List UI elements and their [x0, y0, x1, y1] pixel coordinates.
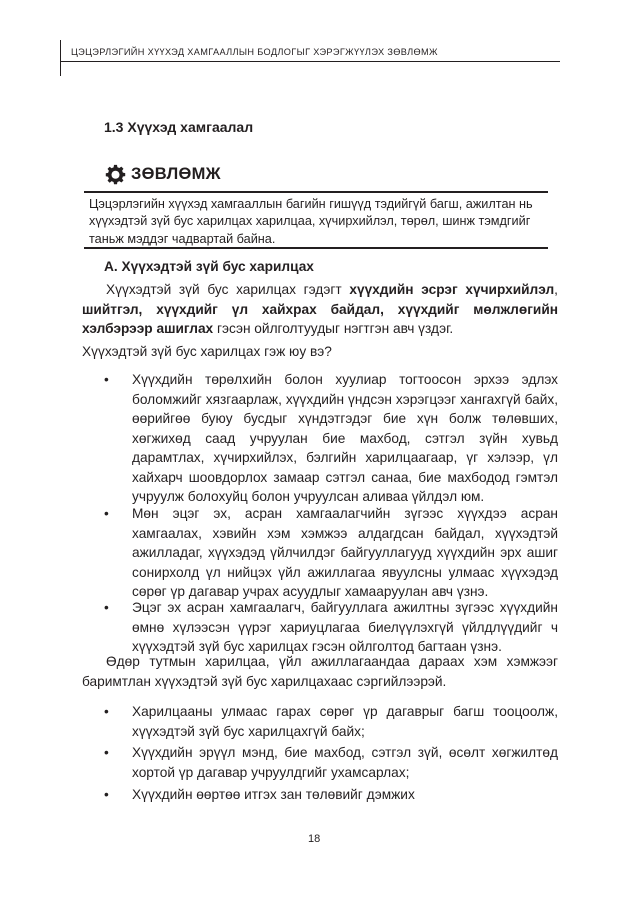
- question-line: Хүүхэдтэй зүй бус харилцах гэж юу вэ?: [82, 344, 332, 359]
- bullet-dot: •: [104, 600, 109, 615]
- norm-bullet: [104, 785, 558, 805]
- definition-text: Эцэг эх асран хамгаалагч, байгууллага ажилтны зүгээс хүүхдийн өмнө хүлээсэн үүрэг хариуцлагаа биелүүлэхгүй үйлдлүүдийг ч хүүхэдтэй зүй бус харилцах гэсэн ойлголтод багтаан үзнэ.: [132, 600, 558, 654]
- section-title: 1.3 Хүүхэд хамгаалал: [104, 119, 254, 135]
- bullet-dot: •: [104, 506, 109, 521]
- page-number: 18: [308, 833, 321, 845]
- definition-bullet: [104, 598, 558, 657]
- norm-bullet: [104, 702, 558, 741]
- header-rule: [61, 61, 560, 62]
- gear-icon: [105, 164, 126, 185]
- bullet-dot: •: [104, 372, 109, 387]
- running-header: ЦЭЦЭРЛЭГИЙН ХҮҮХЭД ХАМГААЛЛЫН БОДЛОГЫГ ХЭРЭГЖҮҮЛЭХ ЗӨВЛӨМЖ: [71, 47, 438, 57]
- header-tick-mark: [60, 40, 61, 76]
- definition-bullet: [104, 370, 558, 507]
- bullet-dot: •: [104, 745, 109, 760]
- intro-paragraph: [82, 280, 558, 339]
- intro-separator: ,: [554, 282, 558, 297]
- subsection-a-title: А. Хүүхэдтэй зүй бус харилцах: [104, 259, 314, 274]
- norm-text: Харилцааны улмаас гарах сөрөг үр дагаврыг багш тооцоолж, хүүхэдтэй зүй бус харилцахгүй байх;: [132, 704, 558, 739]
- advice-text: Цэцэрлэгийн хүүхэд хамгааллын багийн гишүүд тэдийгүй багш, ажилтан нь хүүхэдтэй зүй бус харилцах харилцаа, хүчирхийлэл, төрөл, шинж тэмдгийг таньж мэддэг чадвартай байна.: [89, 197, 533, 246]
- intro-text-end: гэсэн ойлголтуудыг нэгтгэн авч үздэг.: [213, 321, 454, 336]
- advice-box-bottom-rule: [84, 247, 548, 249]
- intro-bold-term-1: хүүхдийн эсрэг хүчирхийлэл: [349, 282, 555, 297]
- advice-title: ЗӨВЛӨМЖ: [131, 165, 221, 183]
- definition-text: Мөн эцэг эх, асран хамгаалагчийн зүгээс хүүхдээ асран хамгаалах, хэвийн хэм хэмжээ алдагдсан байдал, хүүхэдтэй ажилладаг, хүүхэдэд үйлчилдэг байгууллагууд хүүхдийн эрх ашиг сонирхолд үл нийцэх үйл ажиллагаа явуулсны улмаас хүүхэдэд сөрөг үр дагавар учрах асуудлыг хамааруулан авч үзнэ.: [132, 506, 558, 599]
- norm-text: Хүүхдийн өөртөө итгэх зан төлөвийг дэмжих: [132, 787, 415, 802]
- definition-text: Хүүхдийн төрөлхийн болон хуулиар тогтоосон эрхээ эдлэх боломжийг хязгаарлаж, хүүхдийн үндсэн хэрэгцээг хангахгүй байх, өөрийгөө буюу бусдыг хүндэтгэдэг бие хүн болж төлөвших, хөгжихөд саад учруулан бие махбод, сэтгэл зүйн хувьд дарамтлах, хүчирхийлэх, бэлгийн харилцаагаар, үг хэлээр, үл хайхарч шоовдорлох замаар сэтгэл санаа, бие махбодод гэмтэл учруулж болохуйц болон учруулсан аливаа үйлдэл юм.: [132, 372, 558, 504]
- bullet-dot: •: [104, 787, 109, 802]
- intro-text-start: Хүүхэдтэй зүй бус харилцах гэдэгт: [106, 282, 350, 297]
- norm-bullet: [104, 743, 558, 782]
- daily-practice-paragraph: Өдөр тутмын харилцаа, үйл ажиллагаандаа дараах хэм хэмжээг баримтлан хүүхэдтэй зүй бус харилцахаас сэргийлээрэй.: [82, 654, 558, 689]
- intro-bold-term-2: шийтгэл, хүүхдийг үл хайхрах байдал, хүүхдийг мөлжлөгийн хэлбэрээр ашиглах: [82, 301, 558, 336]
- advice-box-top-rule: [84, 191, 548, 193]
- definition-bullet: [104, 504, 558, 602]
- norm-text: Хүүхдийн эрүүл мэнд, бие махбод, сэтгэл зүй, өсөлт хөгжилтөд хортой үр дагавар учруулдгийг ухамсарлах;: [132, 745, 558, 780]
- bullet-dot: •: [104, 704, 109, 719]
- advice-heading: [105, 164, 221, 185]
